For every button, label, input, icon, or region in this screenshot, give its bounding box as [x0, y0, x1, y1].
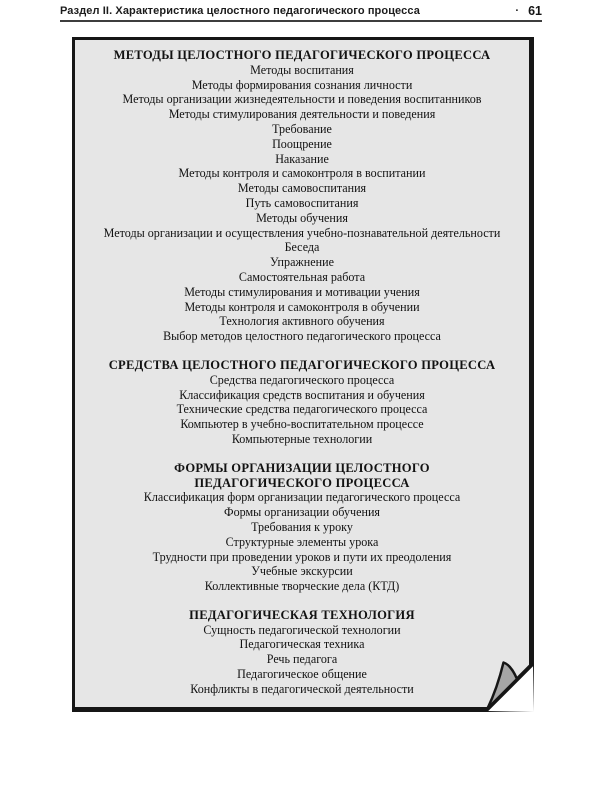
- toc-item: Методы самовоспитания: [237, 181, 367, 196]
- page-number: 61: [528, 4, 542, 18]
- toc-item: Сущность педагогической технологии: [203, 622, 401, 637]
- toc-item: Конфликты в педагогической деятельности: [190, 681, 414, 696]
- section-title: ПЕДАГОГИЧЕСКАЯ ТЕХНОЛОГИЯ: [189, 607, 415, 622]
- section-title: ФОРМЫ ОРГАНИЗАЦИИ ЦЕЛОСТНОГО: [174, 460, 430, 475]
- toc-item: Речь педагога: [266, 652, 338, 667]
- toc-item: Требование: [272, 121, 332, 136]
- toc-item: Методы воспитания: [250, 62, 354, 77]
- toc-item: Технология активного обучения: [219, 314, 385, 329]
- toc-item: Методы обучения: [256, 210, 348, 225]
- toc-item: Учебные экскурсии: [251, 564, 353, 579]
- toc-item: Самостоятельная работа: [238, 269, 366, 284]
- toc-item: Поощрение: [272, 136, 332, 151]
- toc-item: Классификация средств воспитания и обучения: [179, 387, 425, 402]
- page-number-group: [515, 4, 542, 18]
- header-rule: [60, 20, 542, 22]
- toc-section: [79, 358, 525, 447]
- header-bullet: ·: [515, 4, 520, 17]
- toc-item: Путь самовоспитания: [245, 195, 359, 210]
- section-title: ПЕДАГОГИЧЕСКОГО ПРОЦЕССА: [194, 475, 410, 490]
- toc-item: Методы формирования сознания личности: [191, 77, 413, 92]
- toc-item: Методы контроля и самоконтроля в воспитании: [178, 166, 426, 181]
- running-head: Раздел II. Характеристика целостного педагогического процесса: [60, 4, 420, 17]
- toc-item: Коллективные творческие дела (КТД): [204, 579, 400, 594]
- toc-item: Методы стимулирования и мотивации учения: [184, 284, 420, 299]
- toc-item: Структурные элементы урока: [225, 534, 379, 549]
- toc-content: [75, 40, 529, 697]
- toc-box: [72, 37, 534, 712]
- page-header: [60, 4, 542, 18]
- toc-item: Упражнение: [270, 255, 334, 270]
- toc-item: Методы организации и осуществления учебно-познавательной деятельности: [103, 225, 501, 240]
- toc-item: Средства педагогического процесса: [209, 372, 395, 387]
- toc-item: Методы организации жизнедеятельности и поведения воспитанников: [122, 92, 482, 107]
- toc-item: Педагогическая техника: [239, 637, 365, 652]
- toc-item: Методы контроля и самоконтроля в обучении: [184, 299, 420, 314]
- toc-item: Компьютерные технологии: [231, 431, 373, 446]
- toc-section: [79, 461, 525, 594]
- toc-section: [79, 48, 525, 344]
- page-curl-icon: [474, 652, 534, 712]
- toc-section: [79, 608, 525, 697]
- section-title: МЕТОДЫ ЦЕЛОСТНОГО ПЕДАГОГИЧЕСКОГО ПРОЦЕССА: [113, 48, 491, 62]
- toc-item: Компьютер в учебно-воспитательном процессе: [180, 417, 424, 432]
- section-title: СРЕДСТВА ЦЕЛОСТНОГО ПЕДАГОГИЧЕСКОГО ПРОЦЕССА: [108, 357, 496, 372]
- toc-item: Формы организации обучения: [224, 505, 380, 520]
- toc-item: Технические средства педагогического процесса: [176, 402, 428, 417]
- toc-item: Наказание: [275, 151, 329, 166]
- toc-item: Требования к уроку: [251, 519, 353, 534]
- toc-item: Выбор методов целостного педагогического процесса: [163, 329, 441, 344]
- toc-item: Классификация форм организации педагогического процесса: [143, 490, 461, 505]
- toc-item: Педагогическое общение: [237, 667, 367, 682]
- toc-item: Беседа: [284, 240, 320, 255]
- toc-item: Трудности при проведении уроков и пути их преодоления: [152, 549, 452, 564]
- toc-item: Методы стимулирования деятельности и поведения: [168, 107, 436, 122]
